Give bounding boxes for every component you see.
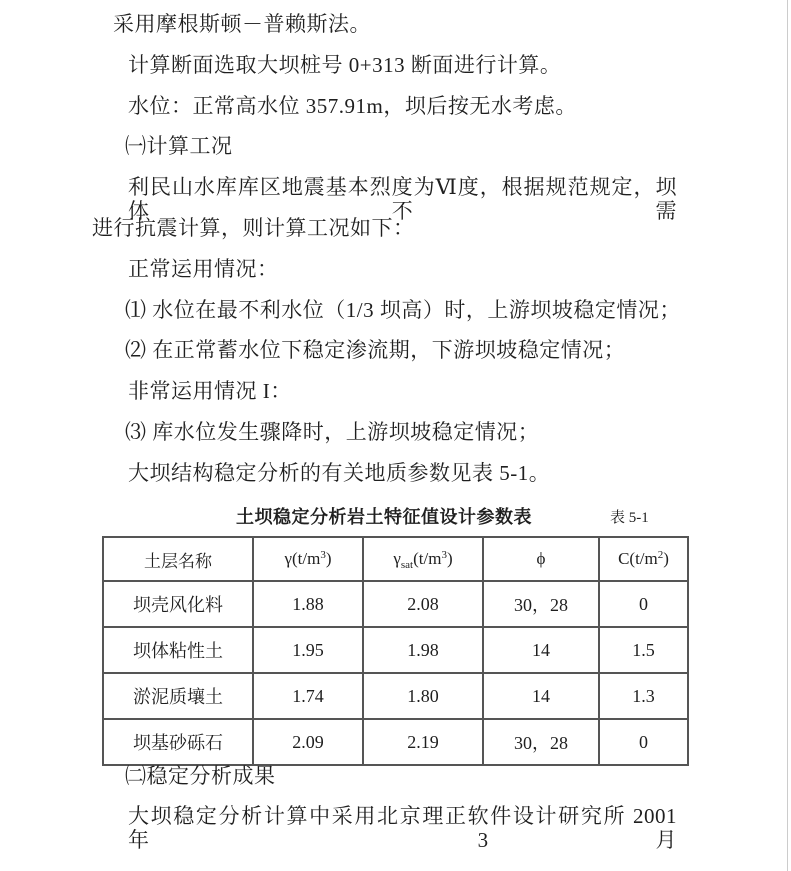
para-method-continuation: 采用摩根斯顿－普赖斯法。 xyxy=(113,12,371,36)
para-seismic-line-2: 进行抗震计算，则计算工况如下： xyxy=(92,216,415,240)
table-cell: 2.09 xyxy=(253,719,363,765)
table-cell: 14 xyxy=(483,627,599,673)
para-normal-conditions: 正常运用情况： xyxy=(128,257,279,281)
table-cell: 坝体粘性土 xyxy=(103,627,253,673)
table-cell: 1.74 xyxy=(253,673,363,719)
table-cell: 2.19 xyxy=(363,719,483,765)
soil-parameters-table xyxy=(102,536,689,766)
table-cell: 1.95 xyxy=(253,627,363,673)
para-water-level: 水位：正常高水位 357.91m，坝后按无水考虑。 xyxy=(128,94,577,118)
header-soil-name: 土层名称 xyxy=(103,537,253,581)
header-gamma: $\gamma(t/m^3)$ xyxy=(253,537,363,581)
table-row xyxy=(103,627,688,673)
table-row xyxy=(103,673,688,719)
list-item-condition-3: ⑶ 库水位发生骤降时，上游坝坡稳定情况； xyxy=(125,420,540,444)
table-cell: 1.3 xyxy=(599,673,688,719)
table-cell: 坝基砂砾石 xyxy=(103,719,253,765)
table-caption-row xyxy=(92,503,676,529)
table-cell: 坝壳风化料 xyxy=(103,581,253,627)
table-cell: 14 xyxy=(483,673,599,719)
para-table-reference: 大坝结构稳定分析的有关地质参数见表 5-1。 xyxy=(128,461,551,485)
heading-stability-results: ㈡稳定分析成果 xyxy=(125,764,276,788)
table-cell: 1.88 xyxy=(253,581,363,627)
table-cell: 1.5 xyxy=(599,627,688,673)
table-cell: 30，28 xyxy=(483,581,599,627)
page-right-edge xyxy=(787,0,788,871)
table-cell: 0 xyxy=(599,581,688,627)
table-cell: 2.08 xyxy=(363,581,483,627)
para-special-conditions: 非常运用情况 I： xyxy=(128,379,292,403)
list-item-condition-2: ⑵ 在正常蓄水位下稳定渗流期，下游坝坡稳定情况； xyxy=(125,338,626,362)
para-section-selection: 计算断面选取大坝桩号 0+313 断面进行计算。 xyxy=(128,53,562,77)
table-caption: 土坝稳定分析岩土特征值设计参数表 xyxy=(236,507,532,527)
para-software-intro: 大坝稳定分析计算中采用北京理正软件设计研究所 2001 年 3 月 xyxy=(128,804,677,852)
table-cell: 1.98 xyxy=(363,627,483,673)
table-cell: 30，28 xyxy=(483,719,599,765)
table-row xyxy=(103,719,688,765)
header-gamma-sat: $\gamma_{sat}(t/m^3)$ xyxy=(363,537,483,581)
table-number: 表 5-1 xyxy=(610,510,649,526)
list-item-condition-1: ⑴ 水位在最不利水位（1/3 坝高）时，上游坝坡稳定情况； xyxy=(125,298,681,322)
header-phi: ϕ xyxy=(483,537,599,581)
table-row xyxy=(103,581,688,627)
table-cell: 淤泥质壤土 xyxy=(103,673,253,719)
heading-calc-conditions: ㈠计算工况 xyxy=(125,134,233,158)
table-cell: 1.80 xyxy=(363,673,483,719)
para-seismic-line-1: 利民山水库库区地震基本烈度为Ⅵ度，根据规范规定，坝体不需 xyxy=(128,175,677,223)
table-cell: 0 xyxy=(599,719,688,765)
header-cohesion: $C(t/m^2)$ xyxy=(599,537,688,581)
table-header-row xyxy=(103,537,688,581)
